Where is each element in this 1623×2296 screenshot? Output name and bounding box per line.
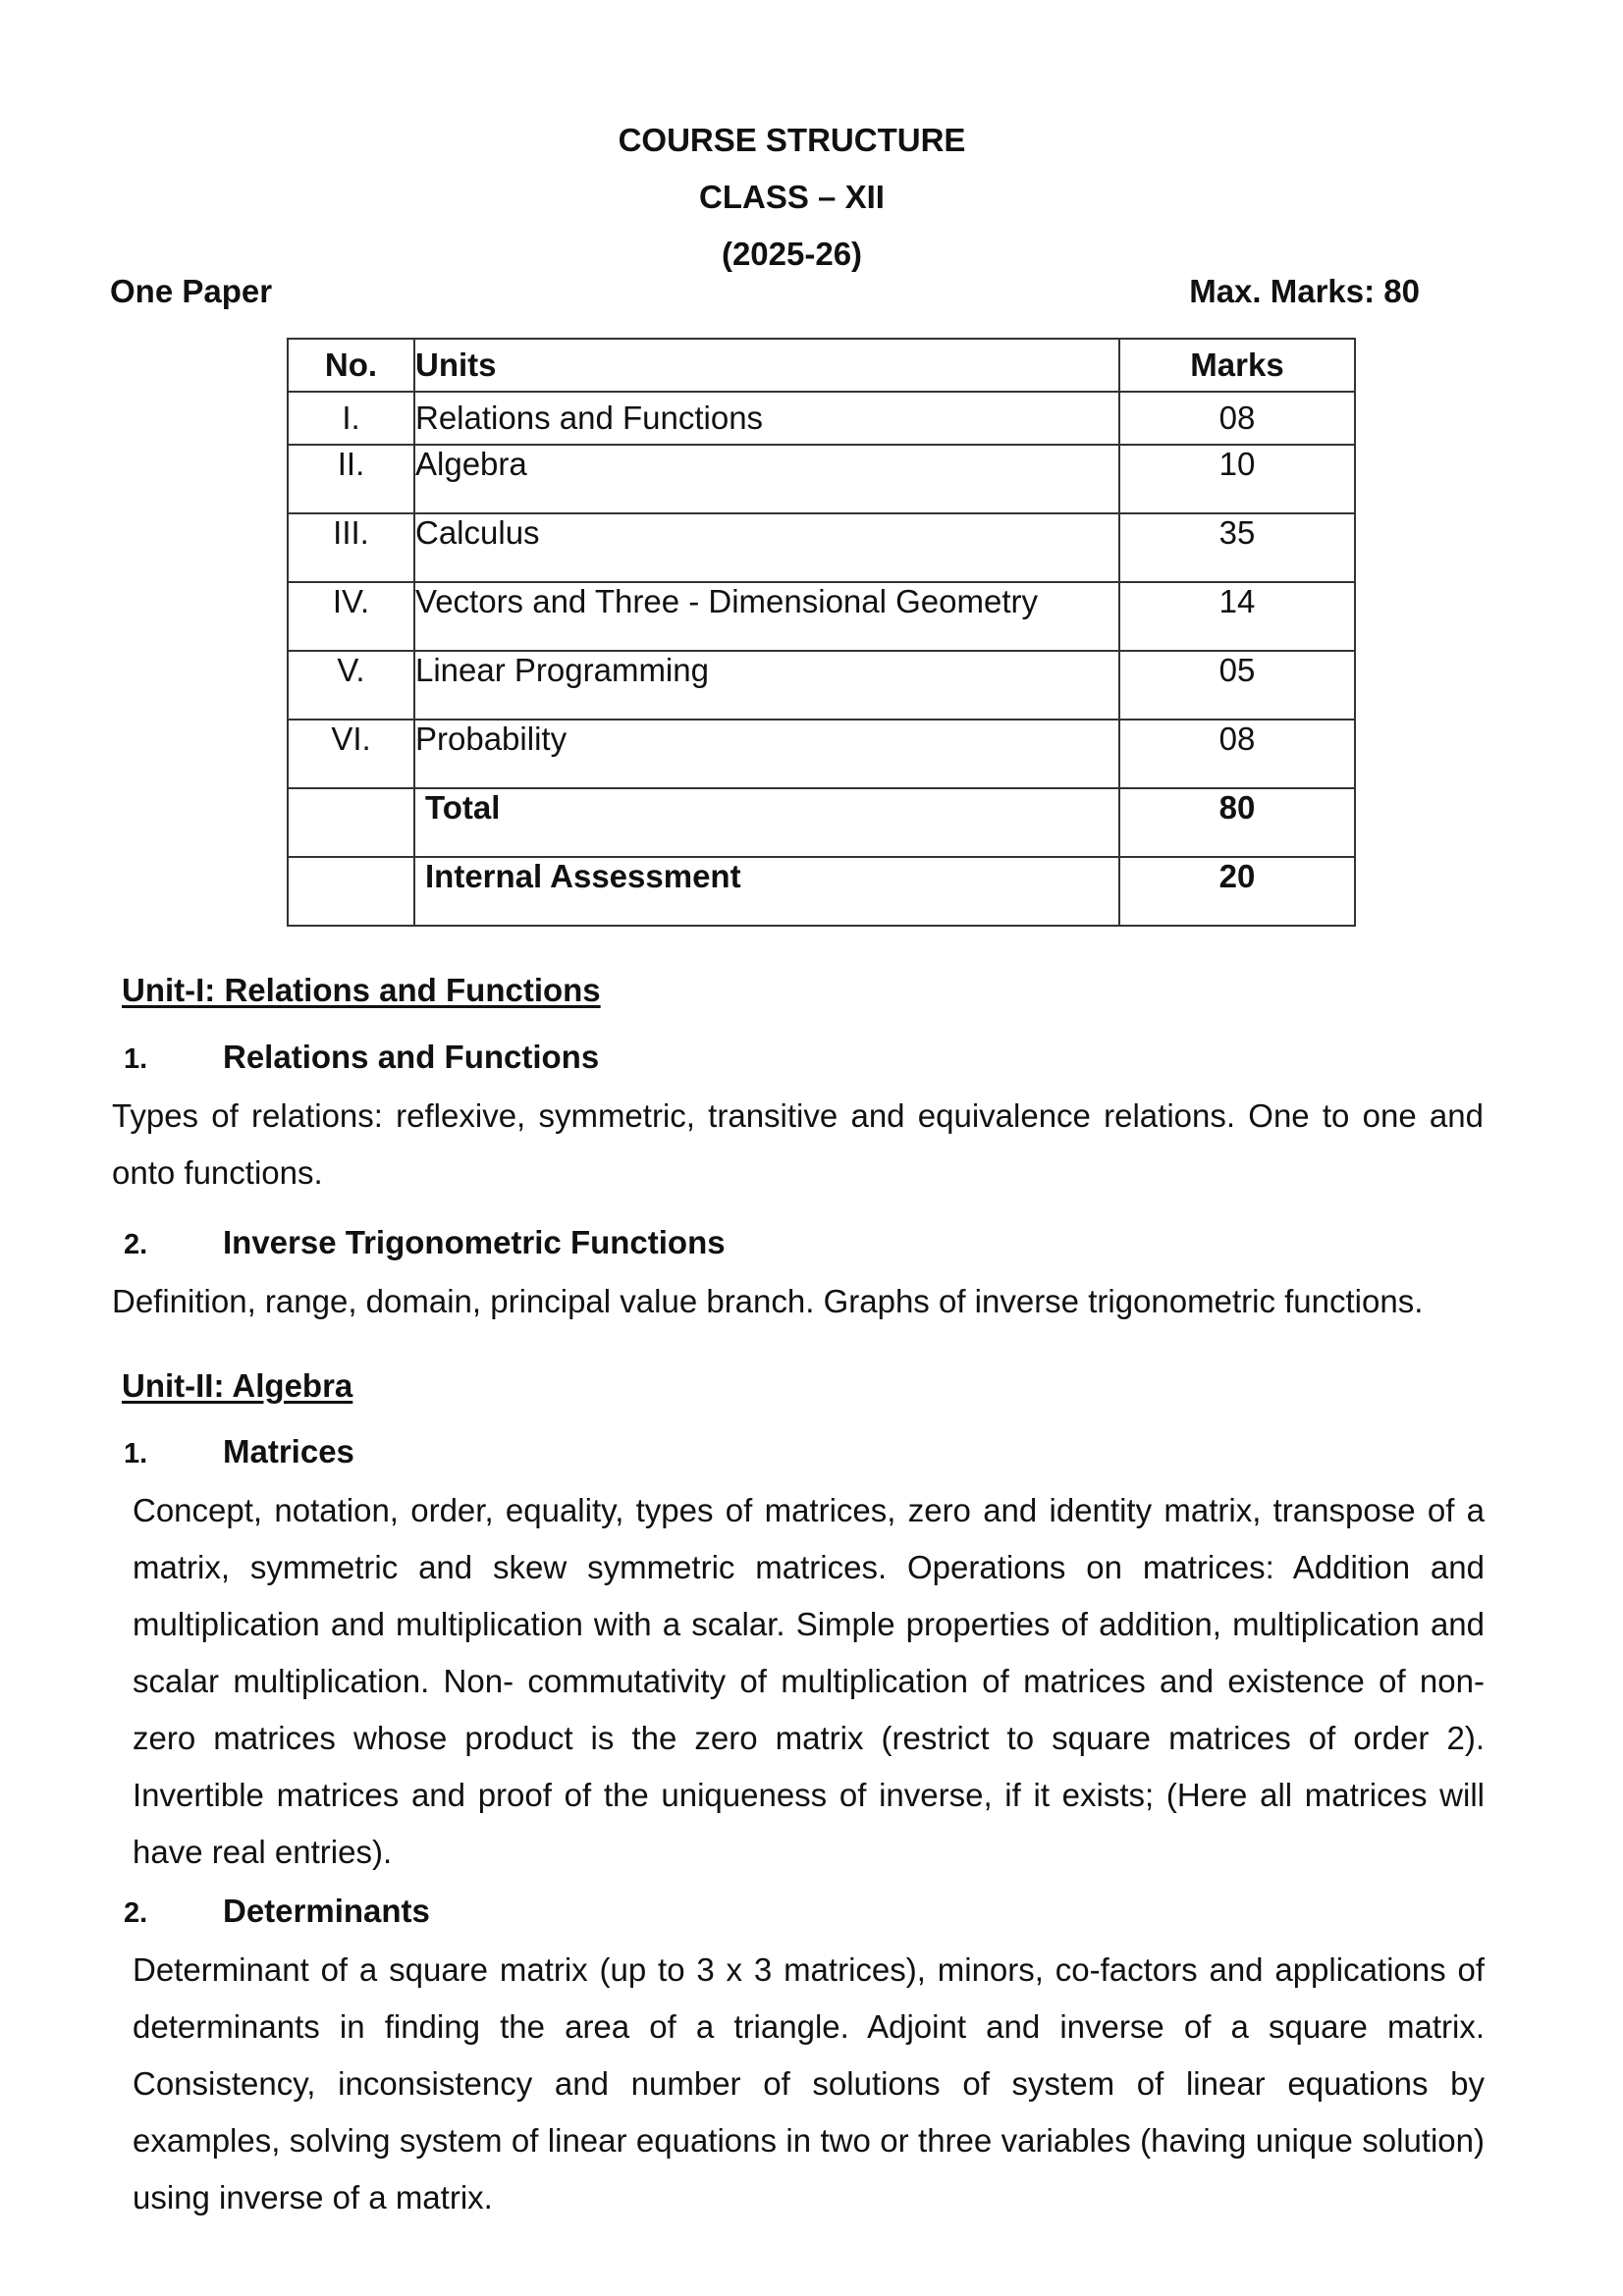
unit1-section1-text: Types of relations: reflexive, symmetric, transitive and equivalence relations. One to one and onto functions. (112, 1097, 1484, 1191)
section-title: Inverse Trigonometric Functions (223, 1224, 726, 1260)
unit-marks: 10 (1119, 445, 1355, 513)
section-title: Relations and Functions (223, 1039, 600, 1075)
unit-number: I. (288, 392, 414, 445)
section-number: 1. (124, 1438, 148, 1469)
unit2-section1-text: Concept, notation, order, equality, types of matrices, zero and identity matrix, transpose of a matrix, symmetric and skew symmetric matrices. Operations on matrices: Addition and multiplication and multiplication with a scalar. Simple properties of addition, multiplication and scalar multiplication. Non- commutativity of multiplication of matrices and existence of non-zero matrices whose product is the zero matrix (restrict to square matrices of order 2). Invertible matrices and proof of the uniqueness of inverse, if it exists; (Here all matrices will have real entries). (133, 1492, 1485, 1870)
unit1-section2-heading (124, 1224, 726, 1261)
internal-assessment-row (288, 857, 1355, 926)
table-row (288, 392, 1355, 445)
header-units: Units (414, 339, 1119, 392)
unit-name: Calculus (414, 513, 1119, 582)
unit-marks: 05 (1119, 651, 1355, 720)
table-row (288, 582, 1355, 651)
section-number: 2. (124, 1229, 148, 1260)
unit2-section2-heading (124, 1893, 430, 1930)
paper-info-row (110, 273, 1420, 316)
table-row (288, 651, 1355, 720)
header-no: No. (288, 339, 414, 392)
unit2-section1-heading (124, 1433, 354, 1470)
internal-no-cell (288, 857, 414, 926)
paper-label: One Paper (110, 273, 273, 309)
table-row (288, 445, 1355, 513)
internal-assessment-label: Internal Assessment (414, 857, 1119, 926)
unit1-heading: Unit-I: Relations and Functions (122, 972, 601, 1008)
unit1-section1-heading (124, 1039, 599, 1076)
unit-name: Algebra (414, 445, 1119, 513)
total-marks: 80 (1119, 788, 1355, 857)
table-header-row (288, 339, 1355, 392)
class-label: CLASS – XII (699, 179, 885, 215)
unit-number: II. (288, 445, 414, 513)
unit-number: VI. (288, 720, 414, 788)
unit-name: Probability (414, 720, 1119, 788)
unit-marks: 14 (1119, 582, 1355, 651)
table-row (288, 720, 1355, 788)
section-title: Matrices (223, 1433, 354, 1469)
unit-number: IV. (288, 582, 414, 651)
unit-marks: 08 (1119, 720, 1355, 788)
unit-number: V. (288, 651, 414, 720)
section-number: 1. (124, 1043, 148, 1075)
table-row (288, 513, 1355, 582)
unit-marks: 08 (1119, 392, 1355, 445)
section-title: Determinants (223, 1893, 430, 1929)
units-marks-table (287, 338, 1356, 927)
internal-assessment-marks: 20 (1119, 857, 1355, 926)
unit-name: Linear Programming (414, 651, 1119, 720)
unit-name: Vectors and Three - Dimensional Geometry (414, 582, 1119, 651)
unit1-section2-text: Definition, range, domain, principal value branch. Graphs of inverse trigonometric functions. (112, 1283, 1424, 1319)
max-marks-label: Max. Marks: 80 (1189, 273, 1420, 309)
total-row (288, 788, 1355, 857)
session-label: (2025-26) (721, 236, 863, 272)
unit-marks: 35 (1119, 513, 1355, 582)
course-structure-title: COURSE STRUCTURE (618, 122, 966, 158)
total-no-cell (288, 788, 414, 857)
unit-number: III. (288, 513, 414, 582)
section-number: 2. (124, 1897, 148, 1929)
unit2-heading: Unit-II: Algebra (122, 1367, 353, 1404)
unit-name: Relations and Functions (414, 392, 1119, 445)
header-marks: Marks (1119, 339, 1355, 392)
unit2-section2-text: Determinant of a square matrix (up to 3 x 3 matrices), minors, co-factors and applications of determinants in finding the area of a triangle. Adjoint and inverse of a square matrix. Consistency, inconsistency and number of solutions of system of linear equations by examples, solving system of linear equations in two or three variables (having unique solution) using inverse of a matrix. (133, 1951, 1485, 2216)
total-label: Total (414, 788, 1119, 857)
